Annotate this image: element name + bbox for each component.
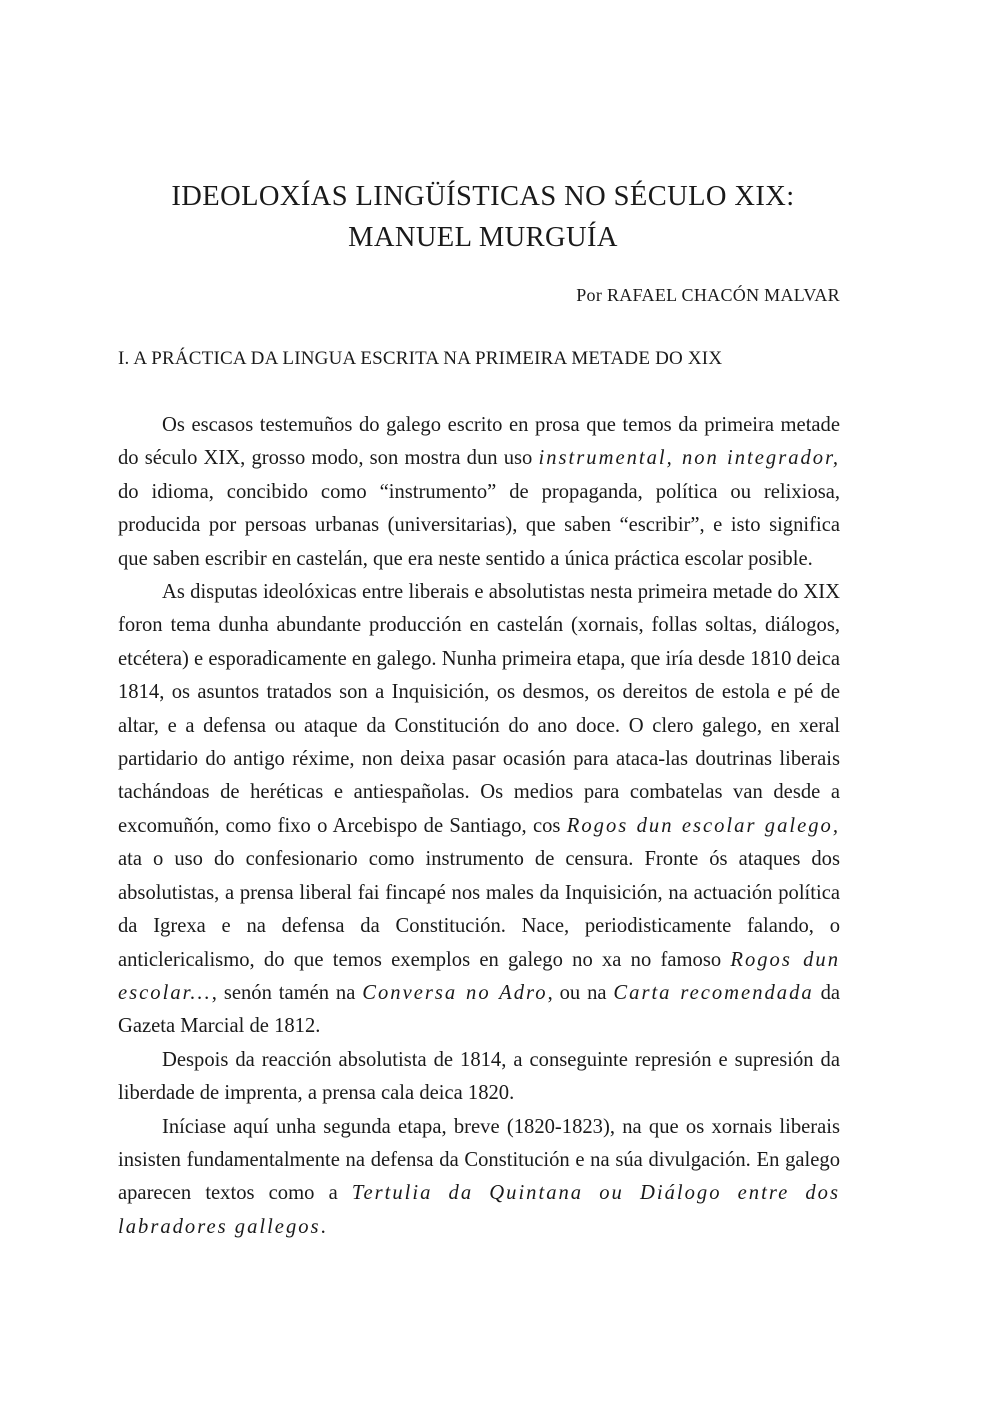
paragraph-1	[118, 409, 840, 576]
paragraph-2-text-i: da Gazeta Marcial de 1812.	[118, 981, 841, 1038]
paragraph-2-italic-title-carta: Carta recomendada	[613, 981, 814, 1004]
paragraph-3: Despois da reacción absolutista de 1814, a conseguinte represión e supresión da liberdade de imprenta, a prensa cala deica 1820.	[118, 1048, 840, 1105]
paragraph-2-text-c: ata o uso do confesionario como instrumento de censura. Fronte ós ataques dos absolutistas, a prensa liberal fai fincapé nos males da Inquisición, na actuación política da Igrexa e na defensa da Constitución. Nace, periodisticamente falando, o anticlericalismo, do que temos exemplos en galego no xa no famoso	[118, 848, 840, 971]
paragraph-2-italic-title-rogos: Rogos dun escolar galego,	[566, 814, 840, 837]
paragraph-2-italic-title-rogos-short: Rogos dun escolar...	[118, 948, 840, 1004]
paragraph-2-italic-title-conversa: Conversa no Adro	[362, 981, 548, 1004]
article-title: IDEOLOXÍAS LINGÜÍSTICAS NO SÉCULO XIX: MANUEL MURGUÍA	[171, 181, 795, 253]
paragraph-2-text-a: As disputas ideolóxicas entre liberais e absolutistas nesta primeira metade do XIX foron tema dunha abundante producción en castelán (xornais, follas soltas, diálogos, etcétera) e esporadicamente en galego. Nunha primeira etapa, que iría desde 1810 deica 1814, os asuntos tratados son a Inquisición, os desmos, os dereitos de estola e pé de altar, e a defensa ou ataque da Constitución do ano doce. O clero galego, en xeral partidario do antigo réxime, non deixa pasar ocasión para ataca-las doutrinas liberais tachándoas de heréticas e antiespañolas. Os medios para combatelas van desde a excomuñón, como fixo o Arcebispo de Santiago, cos	[118, 581, 840, 837]
paragraph-4-italic-title-tertulia: Tertulia da Quintana ou Diálogo entre dos labradores gallegos	[118, 1182, 840, 1238]
byline-prefix: Por	[576, 285, 603, 305]
paragraph-2-text-e: , senón tamén na	[211, 981, 363, 1004]
paragraph-4-text-c: .	[320, 1215, 326, 1238]
paragraph-1-text-c: do idioma, concibido como “instrumento” de propaganda, política ou relixiosa, producida por persoas urbanas (universitarias), que saben “escribir”, e isto significa que saben escribir en castelán, que era neste sentido a única práctica escolar posible.	[118, 480, 840, 570]
paragraph-4-text-a: Iníciase aquí unha segunda etapa, breve (1820-1823), na que os xornais liberais insisten fundamentalmente na defensa da Constitución e na súa divulgación. En galego aparecen textos como a	[118, 1115, 840, 1205]
paragraph-2-text-g: , ou na	[547, 981, 614, 1004]
section-heading: I. A PRÁCTICA DA LINGUA ESCRITA NA PRIMEIRA METADE DO XIX	[118, 348, 723, 369]
author-name: RAFAEL CHACÓN MALVAR	[606, 285, 840, 305]
byline	[576, 283, 840, 307]
paragraph-4	[118, 1111, 840, 1245]
article-body	[118, 409, 840, 1244]
paragraph-1-text-a: Os escasos testemuños do galego escrito en prosa que temos da primeira metade do século XIX, grosso modo, son mostra dun uso	[118, 414, 840, 470]
paragraph-2	[118, 576, 840, 1044]
paragraph-1-italic-phrase: instrumental, non integrador,	[538, 447, 840, 470]
